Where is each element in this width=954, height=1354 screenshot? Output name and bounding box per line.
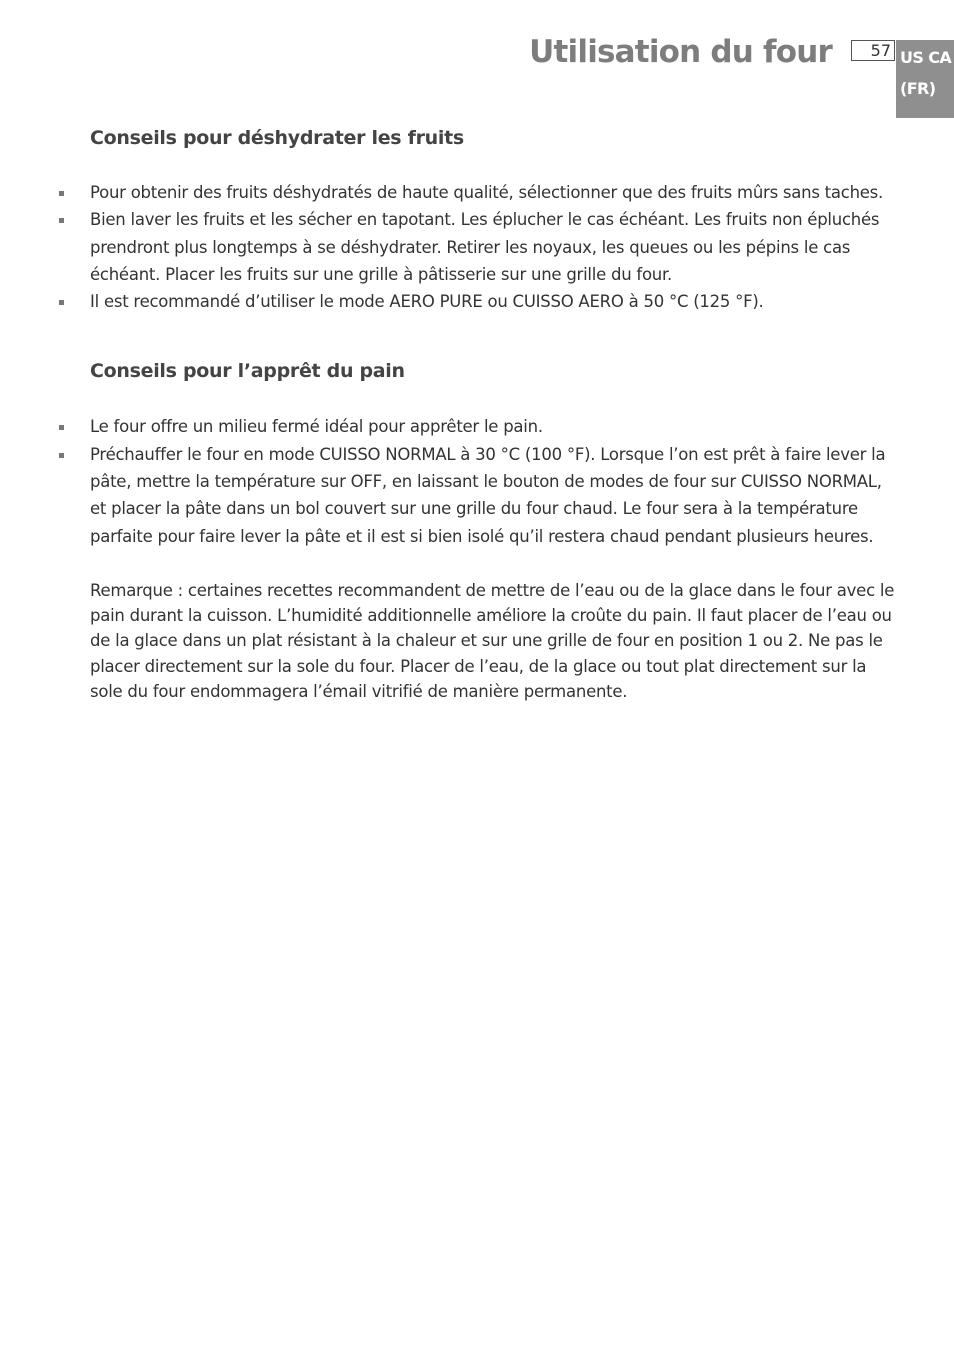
bullet-list: [90, 413, 896, 549]
square-bullet-icon: [59, 300, 64, 305]
bullet-list: [90, 179, 896, 315]
square-bullet-icon: [59, 218, 64, 223]
page-content: [90, 124, 896, 704]
square-bullet-icon: [59, 453, 64, 458]
page-title: Utilisation du four: [529, 34, 832, 70]
section-heading: Conseils pour l’apprêt du pain: [90, 360, 405, 383]
list-item: [90, 288, 896, 315]
region-label-language: (FR): [900, 79, 936, 98]
list-item-text: Pour obtenir des fruits déshydratés de haute qualité, sélectionner que des fruits mûrs sans taches.: [90, 183, 884, 202]
list-item: [90, 206, 896, 288]
square-bullet-icon: [59, 191, 64, 196]
list-item-text: Bien laver les fruits et les sécher en tapotant. Les éplucher le cas échéant. Les fruits non épluchés prendront plus longtemps à se déshydrater. Retirer les noyaux, les queues ou les pépins le cas échéant. Placer les fruits sur une grille à pâtisserie sur une grille du four.: [90, 210, 880, 284]
region-label-country: US CA: [900, 48, 952, 67]
section-heading: Conseils pour déshydrater les fruits: [90, 127, 464, 149]
section-dehydrate-fruits: [90, 127, 896, 315]
list-item: [90, 179, 896, 206]
remark-note: Remarque : certaines recettes recommandent de mettre de l’eau ou de la glace dans le four avec le pain durant la cuisson. L’humidité additionnelle améliore la croûte du pain. Il faut placer de l’eau ou de la glace dans un plat résistant à la chaleur et sur une grille de four en position 1 ou 2. Ne pas le placer directement sur la sole du four. Placer de l’eau, de la glace ou tout plat directement sur la sole du four endommagera l’émail vitrifié de manière permanente.: [90, 580, 895, 701]
region-tab: [896, 40, 954, 118]
list-item: [90, 413, 896, 440]
section-bread-proofing: [90, 360, 896, 704]
square-bullet-icon: [59, 425, 64, 430]
list-item: [90, 441, 896, 550]
list-item-text: Préchauffer le four en mode CUISSO NORMAL à 30 °C (100 °F). Lorsque l’on est prêt à faire lever la pâte, mettre la température sur OFF, en laissant le bouton de modes de four sur CUISSO NORMAL, et placer la pâte dans un bol couvert sur une grille du four chaud. Le four sera à la température parfaite pour faire lever la pâte et il est si bien isolé qu’il restera chaud pendant plusieurs heures.: [90, 444, 886, 546]
list-item-text: Il est recommandé d’utiliser le mode AERO PURE ou CUISSO AERO à 50 °C (125 °F).: [90, 292, 764, 312]
list-item-text: Le four offre un milieu fermé idéal pour apprêter le pain.: [90, 417, 543, 437]
page-number: 57: [851, 40, 895, 61]
